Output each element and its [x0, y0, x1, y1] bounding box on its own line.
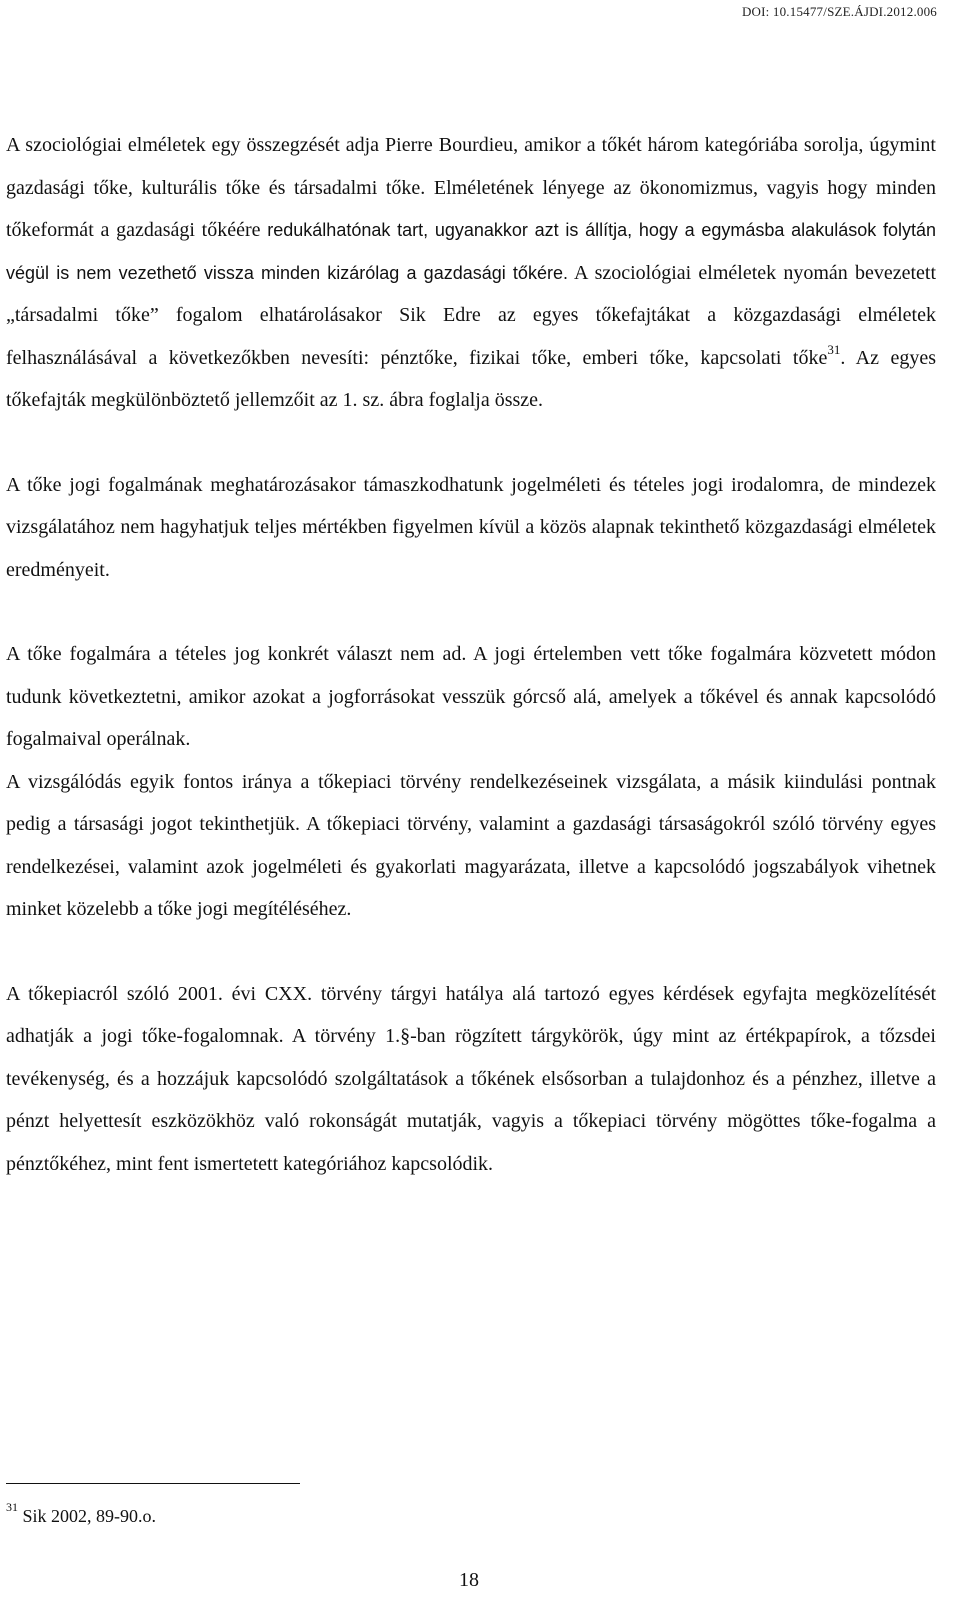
- paragraph-text: . Az egyes tőkefajták megkülönböztető jellemzőit az 1. sz. ábra foglalja össze.: [6, 346, 936, 411]
- page-number: 18: [459, 1569, 479, 1591]
- doi-header: DOI: 10.15477/SZE.ÁJDI.2012.006: [741, 4, 937, 19]
- footnote-text: Sik 2002, 89-90.o.: [18, 1506, 157, 1526]
- paragraph-vizsgalodas: A vizsgálódás egyik fontos iránya a tőkepiaci törvény rendelkezéseinek vizsgálata, a másik kiindulási pontnak pedig a társasági jogot tekinthetjük. A tőkepiaci törvény, valamint a gazdasági társaságokról szóló törvény egyes rendelkezései, valamint azok jogelméleti és gyakorlati magyarázata, illetve a kapcsolódó jogszabályok vihetnek minket közelebb a tőke jogi megítéléséhez.: [6, 770, 936, 920]
- footnote-reference: 31: [827, 341, 841, 357]
- footnote-number: 31: [6, 1500, 18, 1514]
- paragraph-bourdieu: [6, 124, 936, 422]
- footnote-separator: [6, 1483, 300, 1484]
- paragraph-text-sans: redukálhatónak tart, ugyanakkor azt is állítja, hogy a egymásba alakulások folytán végül is nem vezethető vissza minden kizárólag a gazdasági tőkére.: [6, 220, 936, 283]
- paragraph-tokepiaci-torveny: A tőkepiacról szóló 2001. évi CXX. törvény tárgyi hatálya alá tartozó egyes kérdések egyfajta megközelítését adhatják a jogi tőke-fogalomnak. A törvény 1.§-ban rögzített tárgykörök, úgy mint az értékpapírok, a tőzsdei tevékenység, és a hozzájuk kapcsolódó szolgáltatások a tőkének elsősorban a tulajdonhoz és a pénzhez, illetve a pénzt helyettesít eszközökhöz való rokonságát mutatják, vagyis a tőkepiaci törvény mögöttes tőke-fogalma a pénztőkéhez, mint fent ismertetett kategóriához kapcsolódik.: [6, 982, 936, 1175]
- paragraph-jogi-fogalom: A tőke jogi fogalmának meghatározásakor támaszkodhatunk jogelméleti és tételes jogi irodalomra, de mindezek vizsgálatához nem hagyhatjuk teljes mértékben figyelmen kívül a közös alapnak tekinthető közgazdasági elméletek eredményeit.: [6, 473, 936, 581]
- document-body: [6, 124, 936, 1185]
- paragraph-teteles-jog: A tőke fogalmára a tételes jog konkrét választ nem ad. A jogi értelemben vett tőke fogalmára közvetett módon tudunk következtetni, amikor azokat a jogforrásokat vesszük górcső alá, amelyek a tőkével és annak kapcsolódó fogalmaival operálnak.: [6, 643, 936, 750]
- footnote: [6, 1500, 157, 1529]
- paragraph-text: A szociológiai elméletek nyomán bevezetett „társadalmi tőke” fogalom elhatárolásakor Sik Edre az egyes tőkefajtákat a közgazdasági elméletek felhasználásával a következőkben nevesíti: pénztőke, fizikai tőke, emberi tőke, kapcsolati tőke: [6, 261, 936, 369]
- paragraph-text: A szociológiai elméletek egy összegzését adja Pierre Bourdieu, amikor a tőkét három kategóriába sorolja, úgymint gazdasági tőke, kulturális tőke és társadalmi tőke. Elméletének lényege az ökonomizmus, vagyis hogy minden tőkeformát a gazdasági tőkéére: [6, 134, 936, 241]
